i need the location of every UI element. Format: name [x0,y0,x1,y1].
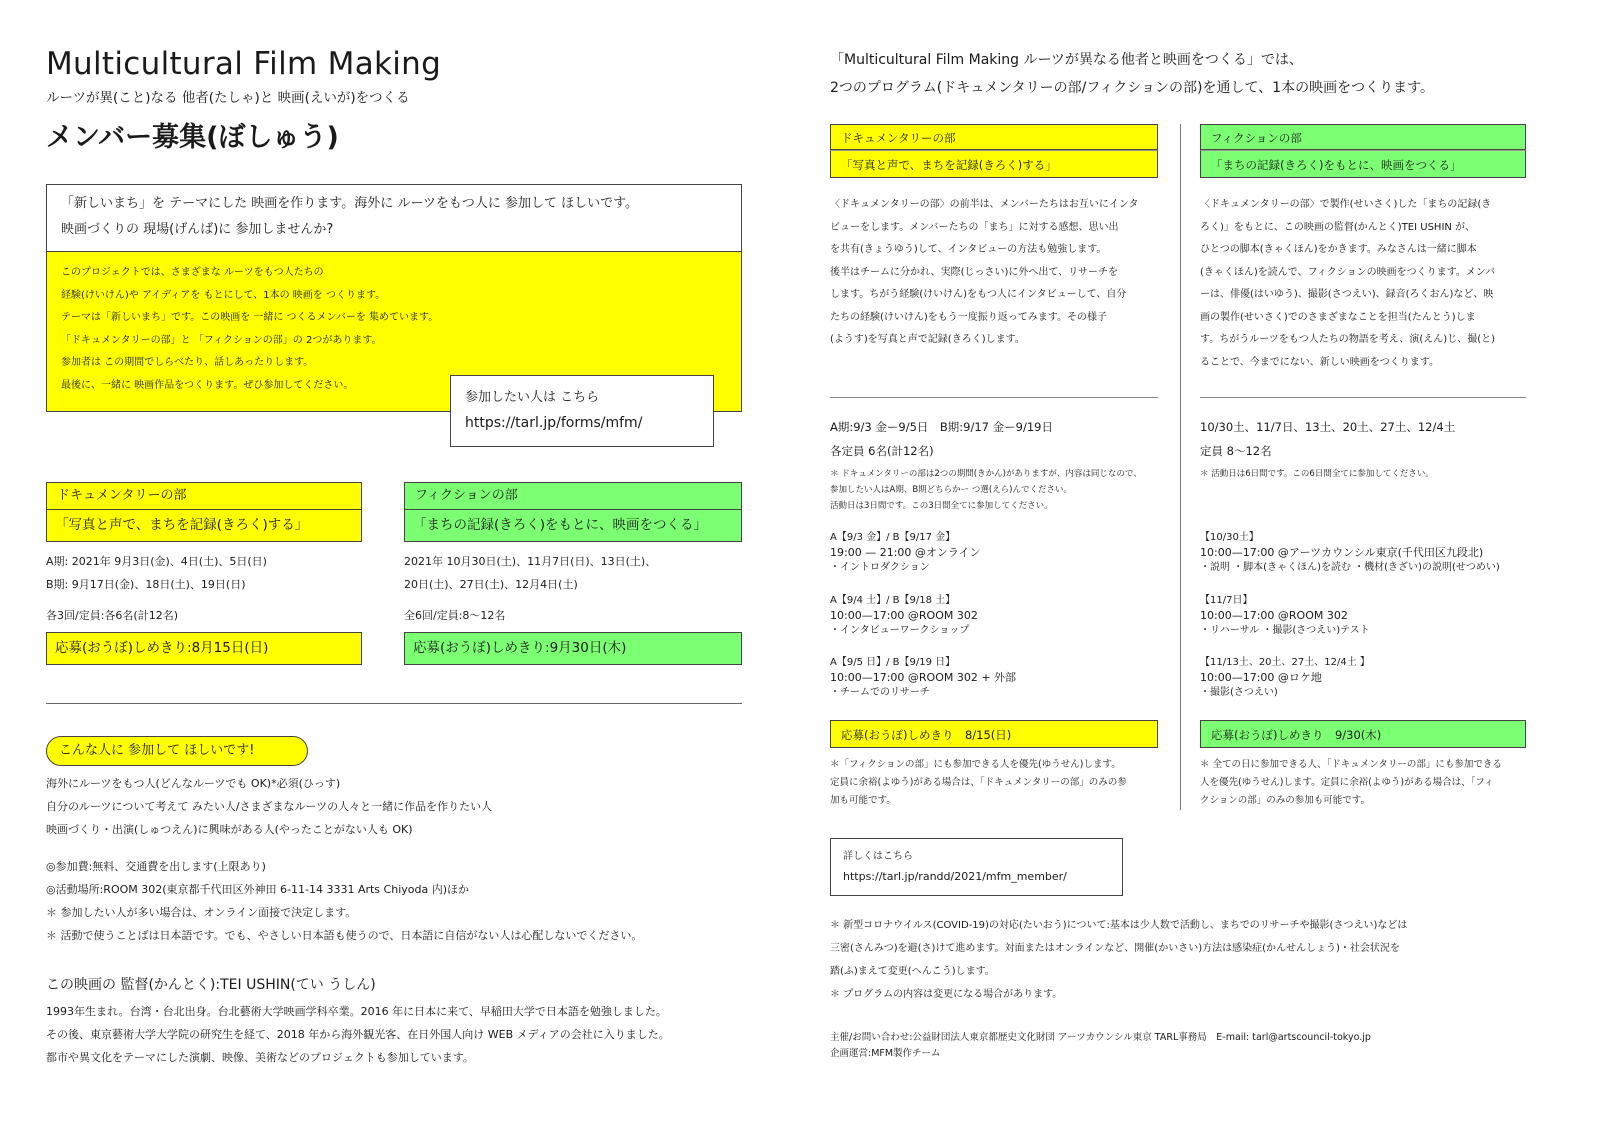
r-doc-session [830,530,981,575]
fic-date-line: 2021年 10月30日(土)、11月7日(日)、13日(土)、 [404,555,657,568]
covid-line: 三密(さんみつ)を避(さ)けて進めます。対面またはオンラインなど、開催(かいさい)方法は感染症(かんせんしょう)・社会状況を [830,943,1400,954]
wanted-line: 海外にルーツをもつ人(どんなルーツでも OK)*必須(ひっす) [46,777,341,790]
wanted-badge: こんな人に 参加して ほしいです! [46,736,308,766]
column-divider [1180,124,1181,810]
r-fic-period: 10/30土、11/7日、13土、20土、27土、12/4土 [1200,420,1456,434]
r-fic-rule [1200,397,1526,398]
note-line: ＊ 活動で使うことばは日本語です。でも、やさしい日本語も使うので、日本語に自信がない人は心配しないでください。 [46,929,643,942]
r-fic-capacity: 定員 8〜12名 [1200,444,1272,458]
fic-capacity: 全6回/定員:8〜12名 [404,609,506,622]
r-doc-desc-line: 〈ドキュメンタリーの部〉の前半は、メンバーたちはお互いにインタ [830,199,1139,210]
r-fic-note-line: クションの部」のみの参加も可能です。 [1200,795,1371,806]
r-fic-session [1200,593,1370,638]
session-desc: ・説明 ・脚本(きゃくほん)を読む ・機材(きざい)の説明(せつめい) [1200,562,1500,573]
bio-line: 都市や異文化をテーマにした演劇、映像、美術などのプロジェクトも参加しています。 [46,1051,474,1064]
r-doc-title: 「写真と声で、まちを記録(きろく)する」 [830,150,1158,178]
r-fic-desc-line: す。ちがうルーツをもつ人たちの物語を考え、演(えん)じ、撮(と) [1200,334,1496,345]
r-fic-desc-line: ひとつの脚本(きゃくほん)をかきます。みなさんは一緒に脚本 [1200,244,1477,255]
covid-line: 踏(ふ)まえて変更(へんこう)します。 [830,966,995,977]
wanted-line: 映画づくり・出演(しゅつえん)に興味がある人(やったことがない人も OK) [46,823,413,836]
r-fic-desc-line: ろく)」をもとに、この映画の監督(かんとく)TEI USHIN が、 [1200,221,1476,233]
right-intro-line: 2つのプログラム(ドキュメンタリーの部/フィクションの部)を通して、1本の映画をつくります。 [830,80,1434,96]
intro-line: 「新しいまち」を テーマにした 映画を作ります。海外に ルーツをもつ人に 参加して ほしいです。 [61,196,639,211]
r-fic-session [1200,655,1370,700]
r-fic-desc [1200,194,1495,374]
r-doc-desc-line: を共有(きょうゆう)して、インタビューの方法も勉強します。 [830,244,1107,255]
session-time: 10:00—17:00 @アーツカウンシル東京(千代田区九段北) [1200,546,1484,559]
doc-title: 「写真と声で、まちを記録(きろく)する」 [46,510,362,542]
wanted-line: 自分のルーツについて考えて みたい人/さまざまなルーツの人々と一緒に作品を作りたい人 [46,800,493,813]
bio-line: その後、東京藝術大学大学院の研究生を経て、2018 年から海外観光客、在日外国人向け WEB メディアの会社に入りました。 [46,1028,670,1041]
apply-box[interactable] [450,375,714,447]
r-doc-tag: ドキュメンタリーの部 [830,124,1158,150]
r-doc-small-line: 参加したい人はA期、B期どちらかー つ選(えら)んでください。 [830,485,1072,495]
intro-line: 映画づくりの 現場(げんば)に 参加しませんか? [61,222,334,237]
right-intro [830,46,1434,102]
session-time: 10:00—17:00 @ROOM 302 [830,609,978,622]
page-heading: メンバー募集(ぼしゅう) [46,122,339,153]
session-date: 【10/30土】 [1200,532,1259,543]
session-time: 10:00—17:00 @ROOM 302 [1200,609,1348,622]
intro-text [47,185,741,251]
session-date: A【9/3 金】/ B【9/17 金】 [830,532,956,543]
r-doc-small-line: ＊ ドキュメンタリーの部は2つの期間(きかん)がありますが、内容は同じなので、 [830,469,1142,479]
doc-dates [46,550,267,596]
r-doc-desc-line: 後半はチームに分かれ、実際(じっさい)に外へ出て、リサーチを [830,266,1119,278]
project-line: 「ドキュメンタリーの部」と 「フィクションの部」の 2つがあります。 [61,334,382,346]
r-fic-desc-line: ることで、今までにない、新しい映画をつくります。 [1200,356,1439,368]
note-line: ＊ 参加したい人が多い場合は、オンライン面接で決定します。 [46,906,357,919]
r-fic-title: 「まちの記録(きろく)をもとに、映画をつくる」 [1200,150,1526,178]
r-doc-small [830,466,1142,514]
r-fic-session [1200,530,1500,575]
session-desc: ・リハーサル ・撮影(さつえい)テスト [1200,625,1370,636]
covid-notes [830,914,1407,1006]
r-fic-note [1200,756,1502,810]
director-title: この映画の 監督(かんとく):TEI USHIN(てい うしん) [46,977,376,993]
planning: 企画運営:MFM製作チーム [830,1048,941,1059]
r-doc-deadline: 応募(おうぼ)しめきり 8/15(日) [830,720,1158,748]
notes [46,855,642,947]
r-fic-small [1200,466,1434,482]
session-date: 【11/7日】 [1200,595,1253,606]
fic-deadline: 応募(おうぼ)しめきり:9月30日(木) [404,632,742,665]
right-intro-line: 「Multicultural Film Making ルーツが異なる他者と映画をつくる」では、 [830,52,1303,68]
session-desc: ・イントロダクション [830,562,930,573]
project-line: 経験(けいけん)や アイディアを もとにして、1本の 映画を つくります。 [61,289,386,301]
r-fic-desc-line: (きゃくほん)を読んで、フィクションの映画をつくります。メンバ [1200,266,1496,278]
r-doc-note-line: ＊「フィクションの部」にも参加できる人を優先(ゆうせん)します。 [830,759,1121,770]
r-doc-session [830,655,1016,700]
r-fic-desc-line: 〈ドキュメンタリーの部〉で製作(せいさく)した「まちの記録(き [1200,199,1492,210]
subtitle: ルーツが異(こと)なる 他者(たしゃ)と 映画(えいが)をつくる [46,90,410,106]
r-doc-note-line: 定員に余裕(よゆう)がある場合は、「ドキュメンタリーの部」のみの参 [830,777,1127,788]
bio-line: 1993年生まれ。台湾・台北出身。台北藝術大学映画学科卒業。2016 年に日本に来て、早稲田大学で日本語を勉強しました。 [46,1005,667,1018]
session-date: A【9/5 日】/ B【9/19 日】 [830,657,956,668]
r-doc-note [830,756,1127,810]
r-doc-desc-line: します。ちがう経験(けいけん)をもつ人にインタビューして、自分 [830,289,1127,300]
session-desc: ・インタビューワークショップ [830,625,970,636]
covid-line: ＊ プログラムの内容は変更になる場合があります。 [830,989,1063,1000]
session-time: 10:00—17:00 @ROOM 302 + 外部 [830,671,1017,684]
r-fic-deadline: 応募(おうぼ)しめきり 9/30(木) [1200,720,1526,748]
fic-dates [404,550,656,596]
doc-capacity: 各3回/定員:各6名(計12名) [46,609,178,622]
doc-tag: ドキュメンタリーの部 [46,482,362,510]
session-date: A【9/4 土】/ B【9/18 土】 [830,595,956,606]
r-doc-desc [830,194,1139,352]
r-fic-desc-line: 画の製作(せいさく)でのさまざまなことを担当(たんとう)しま [1200,311,1476,323]
details-box[interactable] [830,838,1123,896]
r-doc-session [830,593,978,638]
fic-title: 「まちの記録(きろく)をもとに、映画をつくる」 [404,510,742,542]
r-doc-small-line: 活動日は3日間です。この3日間全てに参加してください。 [830,501,1053,511]
r-fic-note-line: ＊ 全ての日に参加できる人、「ドキュメンタリーの部」にも参加できる [1200,759,1502,770]
session-time: 10:00—17:00 @ロケ地 [1200,671,1322,684]
details-url-link[interactable]: https://tarl.jp/randd/2021/mfm_member/ [843,870,1067,883]
apply-label: 参加したい人は こちら [465,390,600,405]
fic-tag: フィクションの部 [404,482,742,510]
session-desc: ・チームでのリサーチ [830,687,930,698]
r-doc-capacity: 各定員 6名(計12名) [830,444,934,458]
project-line: 最後に、一緒に 映画作品をつくります。ぜひ参加してください。 [61,379,354,391]
doc-date-line: B期: 9月17日(金)、18日(土)、19日(日) [46,578,246,591]
r-doc-note-line: 加も可能です。 [830,795,896,806]
apply-url-link[interactable]: https://tarl.jp/forms/mfm/ [465,415,643,431]
details-label: 詳しくはこちら [843,851,913,862]
session-time: 19:00 — 21:00 @オンライン [830,546,981,559]
fic-date-line: 20日(土)、27日(土)、12月4日(土) [404,578,578,591]
r-fic-tag: フィクションの部 [1200,124,1526,150]
r-doc-period: A期:9/3 金ー9/5日 B期:9/17 金ー9/19日 [830,420,1053,434]
wanted-list [46,772,492,841]
r-doc-desc-line: ビューをします。メンバーたちの「まち」に対する感想、思い出 [830,221,1119,233]
note-line: ◎参加費:無料、交通費を出します(上限あり) [46,860,266,873]
doc-deadline: 応募(おうぼ)しめきり:8月15日(日) [46,632,362,665]
session-date: 【11/13土、20土、27土、12/4土 】 [1200,657,1370,668]
r-doc-rule [830,397,1158,398]
r-fic-desc-line: ーは、俳優(はいゆう)、撮影(さつえい)、録音(ろくおん)など、映 [1200,289,1494,300]
session-desc: ・撮影(さつえい) [1200,687,1278,698]
r-fic-note-line: 人を優先(ゆうせん)します。定員に余裕(よゆう)がある場合は、「フィ [1200,777,1494,788]
r-fic-small-line: ＊ 活動日は6日間です。この6日間全てに参加してください。 [1200,469,1434,479]
organizer: 主催/お問い合わせ:公益財団法人東京都歴史文化財団 アーツカウンシル東京 TARL事務局 E-mail: tarl@artscouncil-tokyo.jp [830,1032,1371,1043]
r-doc-desc-line: (ようす)を写真と声で記録(きろく)します。 [830,334,1025,345]
director-bio [46,1000,670,1069]
doc-date-line: A期: 2021年 9月3日(金)、4日(土)、5日(日) [46,555,267,568]
covid-line: ＊ 新型コロナウイルス(COVID-19)の対応(たいおう)について:基本は少人数で活動し、まちでのリサーチや撮影(さつえい)などは [830,920,1408,931]
project-line: テーマは「新しいまち」です。この映画を 一緒に つくるメンバーを 集めています。 [61,312,439,323]
note-line: ◎活動場所:ROOM 302(東京都千代田区外神田 6-11-14 3331 Arts Chiyoda 内)ほか [46,883,469,896]
r-doc-desc-line: たちの経験(けいけん)をもう一度振り返ってみます。その様子 [830,311,1108,323]
project-line: このプロジェクトでは、さまざまな ルーツをもつ人たちの [61,267,324,278]
main-title: Multicultural Film Making [46,46,442,82]
divider [46,703,742,704]
project-line: 参加者は この期間でしらべたり、話しあったりします。 [61,357,314,368]
